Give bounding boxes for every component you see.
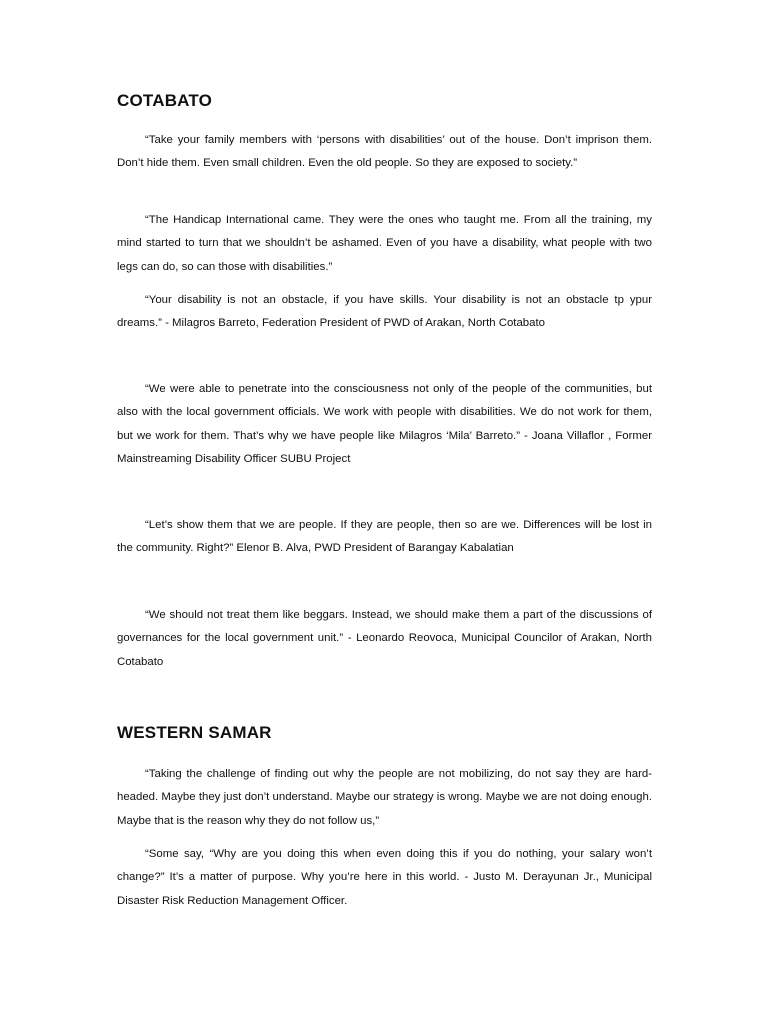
quote-paragraph: “The Handicap International came. They were the ones who taught me. From all the training, my mind started to turn that we shouldn’t be ashamed. Even of you have a disability, what people with two legs can do, so can those with disabilities.” [117, 214, 652, 273]
quote-paragraph: “Let’s show them that we are people. If they are people, then so are we. Differences will be lost in the community. Right?” Elenor B. Alva, PWD President of Barangay Kabalatian [117, 519, 652, 555]
quote-paragraph: “Your disability is not an obstacle, if you have skills. Your disability is not an obstacle tp ypur dreams.” - Milagros Barreto, Federation President of PWD of Arakan, North Cotabato [117, 294, 652, 330]
section-heading-cotabato: COTABATO [117, 91, 213, 110]
quote-paragraph: “Take your family members with ‘persons with disabilities’ out of the house. Don’t imprison them. Don’t hide them. Even small children. Even the old people. So they are exposed to society.” [117, 134, 652, 170]
quote-paragraph: “We were able to penetrate into the consciousness not only of the people of the communities, but also with the local government officials. We work with people with disabilities. We do not work for them, but we work for them. That’s why we have people like Milagros ‘Mila’ Barreto.” - Joana Villaflor , Former Mainstreaming Disability Officer SUBU Project [117, 383, 652, 465]
quote-paragraph: “Taking the challenge of finding out why the people are not mobilizing, do not say they are hard-headed. Maybe they just don’t understand. Maybe our strategy is wrong. Maybe we are not doing enough. Maybe that is the reason why they do not follow us,” [117, 768, 652, 827]
section-heading-western-samar: WESTERN SAMAR [117, 723, 272, 742]
quote-paragraph: “We should not treat them like beggars. Instead, we should make them a part of the discussions of governances for the local government unit.” - Leonardo Reovoca, Municipal Councilor of Arakan, North Cotabato [117, 609, 652, 668]
quote-paragraph: “Some say, “Why are you doing this when even doing this if you do nothing, your salary won’t change?” It’s a matter of purpose. Why you’re here in this world. - Justo M. Derayunan Jr., Municipal Disaster Risk Reduction Management Officer. [117, 848, 652, 907]
